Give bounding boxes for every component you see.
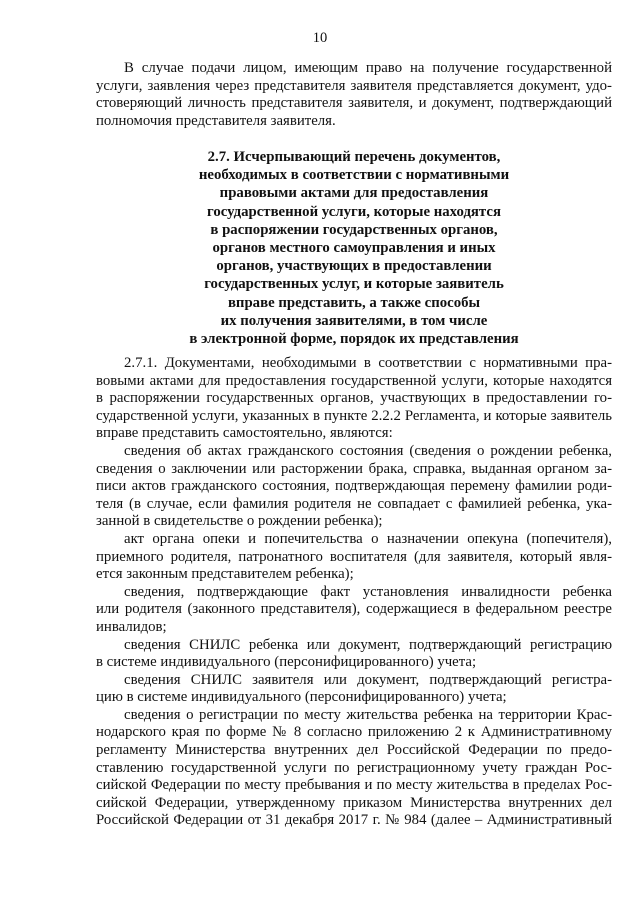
text-line: акт органа опеки и попечительства о назначении опекуна (попечителя), — [124, 530, 612, 547]
text-line: сийской Федерации по месту пребывания и по месту жительства в пределах Рос- — [96, 777, 612, 794]
section-heading — [96, 148, 612, 348]
text-line: нодарского края по форме № 8 согласно приложению 2 к Административному — [96, 724, 612, 741]
text-line: цию в системе индивидуального (персонифицированного) учета; — [96, 689, 507, 706]
text-line: или родителя (законного представителя), содержащиеся в федеральном реестре — [96, 601, 612, 618]
text-line: ется законным представителем ребенка); — [96, 566, 354, 583]
heading-line: правовыми актами для предоставления — [219, 185, 489, 202]
paragraph — [96, 707, 612, 830]
text-line: занной в свидетельстве о рождении ребенка); — [96, 513, 383, 530]
text-line: вовыми актами для предоставления государственной услуги, которые находятся — [96, 372, 612, 389]
text-line: В случае подачи лицом, имеющим право на получение государственной — [124, 60, 612, 76]
text-line: сийской Федерации, утвержденному приказом Министерства внутренних дел — [96, 794, 612, 811]
paragraph — [96, 672, 612, 707]
text-line: ставлению государственной услуги по регистрационному учету граждан Рос- — [96, 759, 612, 776]
heading-line: 2.7. Исчерпывающий перечень документов, — [207, 149, 501, 165]
text-line: в системе индивидуального (персонифицированного) учета; — [96, 654, 477, 671]
heading-line: в электронной форме, порядок их представления — [189, 330, 519, 347]
text-line: писи актов гражданского состояния, подтверждающая перемену фамилии роди- — [96, 478, 612, 495]
paragraph — [96, 584, 612, 637]
heading-line: органов местного самоуправления и иных — [212, 239, 496, 256]
heading-line: в распоряжении государственных органов, — [210, 221, 498, 238]
text-line: сведения, подтверждающие факт установления инвалидности ребенка — [124, 583, 612, 600]
text-line: сведения СНИЛС ребенка или документ, подтверждающий регистрацию — [124, 636, 612, 653]
text-line: сведения СНИЛС заявителя или документ, подтверждающий регистра- — [124, 671, 612, 688]
text-line: стоверяющий личность представителя заявителя, и документ, подтверждающий — [96, 95, 612, 112]
text-line: приемного родителя, патронатного воспитателя (для заявителя, который явля- — [96, 548, 612, 565]
text-line: сударственной услуги, указанных в пункте 2.2.2 Регламента, и которые заявитель — [96, 407, 612, 424]
heading-line: их получения заявителями, в том числе — [220, 312, 488, 329]
heading-line: вправе представить, а также способы — [227, 294, 481, 311]
heading-line: органов, участвующих в предоставлении — [216, 258, 492, 275]
heading-line: государственной услуги, которые находятся — [207, 203, 501, 220]
body-text — [96, 355, 612, 830]
page-number: 10 — [312, 30, 328, 46]
intro-paragraph — [96, 60, 612, 130]
paragraph — [96, 355, 612, 443]
text-line: Российской Федерации от 31 декабря 2017 г. № 984 (далее – Административный — [96, 812, 612, 829]
text-line: сведения об актах гражданского состояния (сведения о рождении ребенка, — [124, 442, 612, 459]
text-line: теля (в случае, если фамилия родителя не совпадает с фамилией ребенка, ука- — [96, 495, 612, 512]
text-line: сведения о заключении или расторжении брака, справка, выданная органом за- — [96, 460, 612, 477]
paragraph — [96, 531, 612, 584]
text-line: полномочия представителя заявителя. — [96, 112, 336, 129]
paragraph — [96, 637, 612, 672]
text-line: регламенту Министерства внутренних дел Российской Федерации по предо- — [96, 742, 612, 759]
text-line: инвалидов; — [96, 618, 167, 635]
text-line: сведения о регистрации по месту жительства ребенка на территории Крас- — [124, 706, 612, 723]
text-line: услуги, заявления через представителя заявителя представляется документ, удо- — [96, 77, 612, 94]
text-line: в распоряжении государственных органов, участвующих в предоставлении го- — [96, 390, 612, 407]
text-line: вправе представить самостоятельно, являются: — [96, 425, 393, 442]
paragraph — [96, 443, 612, 531]
text-line: 2.7.1. Документами, необходимыми в соответствии с нормативными пра- — [124, 355, 612, 371]
heading-line: государственных услуг, и которые заявитель — [204, 276, 504, 293]
heading-line: необходимых в соответствии с нормативными — [198, 167, 510, 184]
